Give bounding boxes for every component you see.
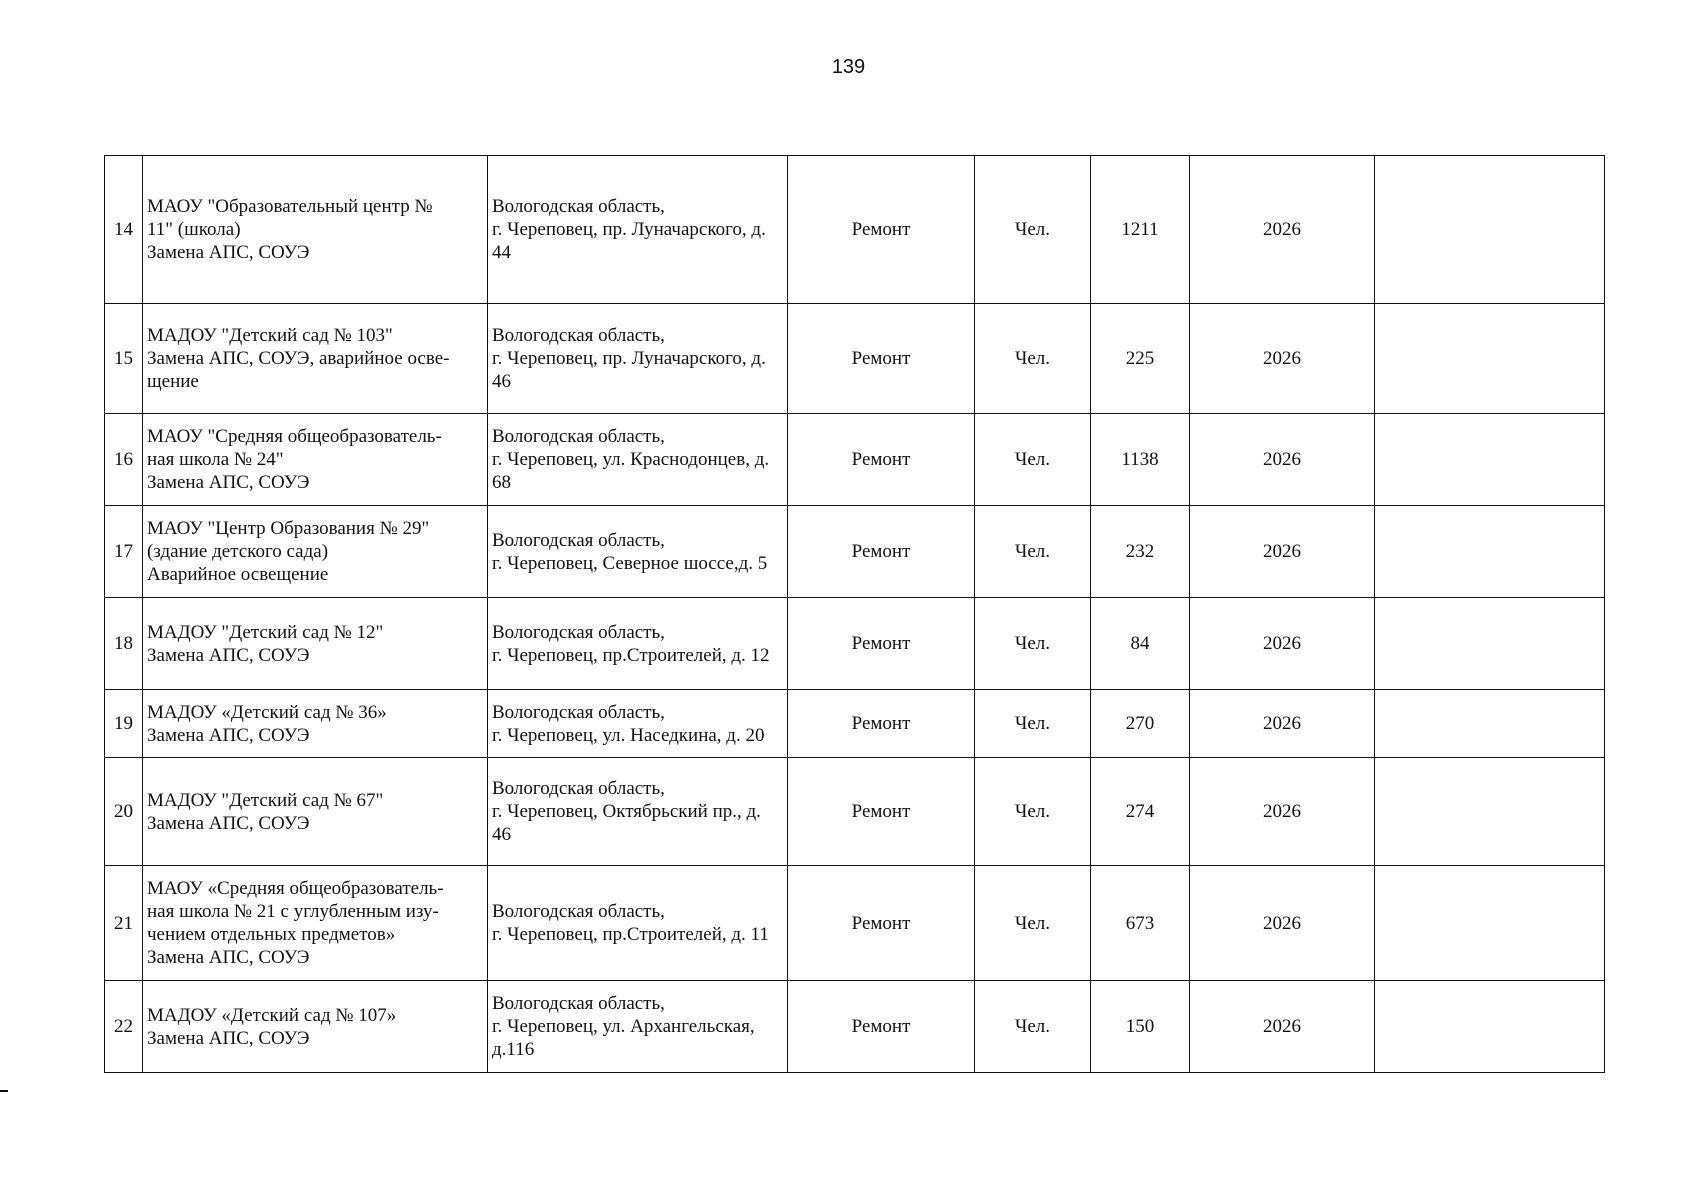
unit: Чел.	[975, 981, 1091, 1073]
object-address-line: Вологодская область,	[492, 325, 665, 346]
object-address	[488, 506, 788, 598]
object-address-line: г. Череповец, пр. Луначарского, д.	[492, 219, 766, 240]
object-address	[488, 866, 788, 981]
note	[1375, 156, 1605, 304]
table-row	[105, 866, 1605, 981]
note	[1375, 506, 1605, 598]
object-address	[488, 690, 788, 758]
object-address-line: г. Череповец, пр. Луначарского, д.	[492, 348, 766, 369]
object-name-line: МАДОУ "Детский сад № 103"	[147, 325, 393, 346]
object-address-line: Вологодская область,	[492, 426, 665, 447]
object-address-line: г. Череповец, пр.Строителей, д. 11	[492, 924, 769, 945]
object-address-line: г. Череповец, Северное шоссе,д. 5	[492, 552, 768, 574]
quantity: 1211	[1091, 156, 1190, 304]
work-type: Ремонт	[788, 304, 975, 414]
object-address-line: д.116	[492, 1039, 535, 1060]
table-row	[105, 690, 1605, 758]
object-name-line: МАДОУ «Детский сад № 107»	[147, 1004, 397, 1026]
object-address-line: г. Череповец, ул. Архангельская,	[492, 1016, 755, 1037]
year: 2026	[1190, 414, 1375, 506]
note	[1375, 304, 1605, 414]
object-name-line: Замена АПС, СОУЭ	[147, 472, 310, 493]
quantity: 1138	[1091, 414, 1190, 506]
object-name	[143, 304, 488, 414]
year: 2026	[1190, 758, 1375, 866]
quantity: 84	[1091, 598, 1190, 690]
row-number: 17	[105, 506, 143, 598]
object-address-line: Вологодская область,	[492, 901, 665, 922]
note	[1375, 598, 1605, 690]
object-name-line: (здание детского сада)	[147, 541, 329, 562]
work-type: Ремонт	[788, 758, 975, 866]
table-row	[105, 758, 1605, 866]
work-type: Ремонт	[788, 866, 975, 981]
note	[1375, 758, 1605, 866]
note	[1375, 414, 1605, 506]
object-address-line: Вологодская область,	[492, 701, 665, 723]
object-name-line: Замена АПС, СОУЭ	[147, 1027, 310, 1049]
quantity: 673	[1091, 866, 1190, 981]
year: 2026	[1190, 304, 1375, 414]
table-row	[105, 156, 1605, 304]
object-name	[143, 758, 488, 866]
object-name-line: МАДОУ "Детский сад № 67"	[147, 789, 384, 811]
object-address	[488, 304, 788, 414]
object-address-line: 46	[492, 824, 511, 845]
object-address-line: Вологодская область,	[492, 993, 665, 1014]
object-name-line: щение	[147, 371, 199, 392]
object-name	[143, 981, 488, 1073]
table-body	[105, 156, 1605, 1073]
object-address-line: Вологодская область,	[492, 621, 665, 643]
object-name-line: Замена АПС, СОУЭ	[147, 947, 310, 968]
row-number: 20	[105, 758, 143, 866]
table-row	[105, 506, 1605, 598]
work-type: Ремонт	[788, 690, 975, 758]
work-type: Ремонт	[788, 981, 975, 1073]
object-address	[488, 758, 788, 866]
object-address-line: г. Череповец, ул. Краснодонцев, д.	[492, 449, 770, 470]
table-row	[105, 304, 1605, 414]
quantity: 274	[1091, 758, 1190, 866]
quantity: 270	[1091, 690, 1190, 758]
object-address-line: 46	[492, 371, 511, 392]
object-name-line: МАОУ "Средняя общеобразователь-	[147, 426, 442, 447]
object-address-line: г. Череповец, пр.Строителей, д. 12	[492, 644, 770, 666]
object-name	[143, 598, 488, 690]
object-address-line: 68	[492, 472, 511, 493]
object-address	[488, 156, 788, 304]
row-number: 15	[105, 304, 143, 414]
object-name-line: Замена АПС, СОУЭ	[147, 812, 310, 834]
object-name-line: чением отдельных предметов»	[147, 924, 396, 945]
quantity: 232	[1091, 506, 1190, 598]
unit: Чел.	[975, 414, 1091, 506]
object-name-line: Замена АПС, СОУЭ	[147, 242, 310, 263]
object-name	[143, 414, 488, 506]
table-row	[105, 981, 1605, 1073]
quantity: 150	[1091, 981, 1190, 1073]
object-name-line: Замена АПС, СОУЭ	[147, 724, 310, 746]
unit: Чел.	[975, 690, 1091, 758]
object-address	[488, 598, 788, 690]
object-address-line: Вологодская область,	[492, 529, 665, 551]
object-address-line: г. Череповец, ул. Наседкина, д. 20	[492, 724, 765, 746]
object-name-line: МАОУ "Образовательный центр №	[147, 196, 433, 217]
year: 2026	[1190, 506, 1375, 598]
year: 2026	[1190, 690, 1375, 758]
row-number: 19	[105, 690, 143, 758]
object-address	[488, 981, 788, 1073]
object-address-line: Вологодская область,	[492, 778, 665, 799]
work-type: Ремонт	[788, 414, 975, 506]
unit: Чел.	[975, 598, 1091, 690]
work-type: Ремонт	[788, 156, 975, 304]
table-row	[105, 598, 1605, 690]
object-name	[143, 690, 488, 758]
object-name	[143, 866, 488, 981]
year: 2026	[1190, 598, 1375, 690]
year: 2026	[1190, 981, 1375, 1073]
object-address-line: 44	[492, 242, 511, 263]
page-number: 139	[831, 56, 866, 78]
object-address-line: Вологодская область,	[492, 196, 665, 217]
object-name	[143, 156, 488, 304]
unit: Чел.	[975, 866, 1091, 981]
object-name-line: Замена АПС, СОУЭ, аварийное осве-	[147, 348, 450, 369]
unit: Чел.	[975, 156, 1091, 304]
object-name-line: Замена АПС, СОУЭ	[147, 644, 310, 666]
unit: Чел.	[975, 506, 1091, 598]
object-name	[143, 506, 488, 598]
object-name-line: ная школа № 21 с углубленным изу-	[147, 901, 439, 922]
row-number: 14	[105, 156, 143, 304]
row-number: 18	[105, 598, 143, 690]
year: 2026	[1190, 156, 1375, 304]
quantity: 225	[1091, 304, 1190, 414]
object-name-line: Аварийное освещение	[147, 564, 329, 585]
object-address-line: г. Череповец, Октябрьский пр., д.	[492, 801, 761, 822]
object-name-line: МАДОУ "Детский сад № 12"	[147, 621, 384, 643]
object-address	[488, 414, 788, 506]
note	[1375, 690, 1605, 758]
object-name-line: ная школа № 24"	[147, 449, 284, 470]
work-type: Ремонт	[788, 598, 975, 690]
object-name-line: 11" (школа)	[147, 219, 241, 240]
margin-mark	[0, 1090, 8, 1092]
table-row	[105, 414, 1605, 506]
note	[1375, 866, 1605, 981]
row-number: 16	[105, 414, 143, 506]
row-number: 22	[105, 981, 143, 1073]
unit: Чел.	[975, 758, 1091, 866]
row-number: 21	[105, 866, 143, 981]
note	[1375, 981, 1605, 1073]
object-name-line: МАДОУ «Детский сад № 36»	[147, 701, 387, 723]
year: 2026	[1190, 866, 1375, 981]
unit: Чел.	[975, 304, 1091, 414]
object-name-line: МАОУ "Центр Образования № 29"	[147, 518, 430, 539]
work-type: Ремонт	[788, 506, 975, 598]
object-name-line: МАОУ «Средняя общеобразователь-	[147, 878, 444, 899]
works-table	[104, 155, 1605, 1073]
